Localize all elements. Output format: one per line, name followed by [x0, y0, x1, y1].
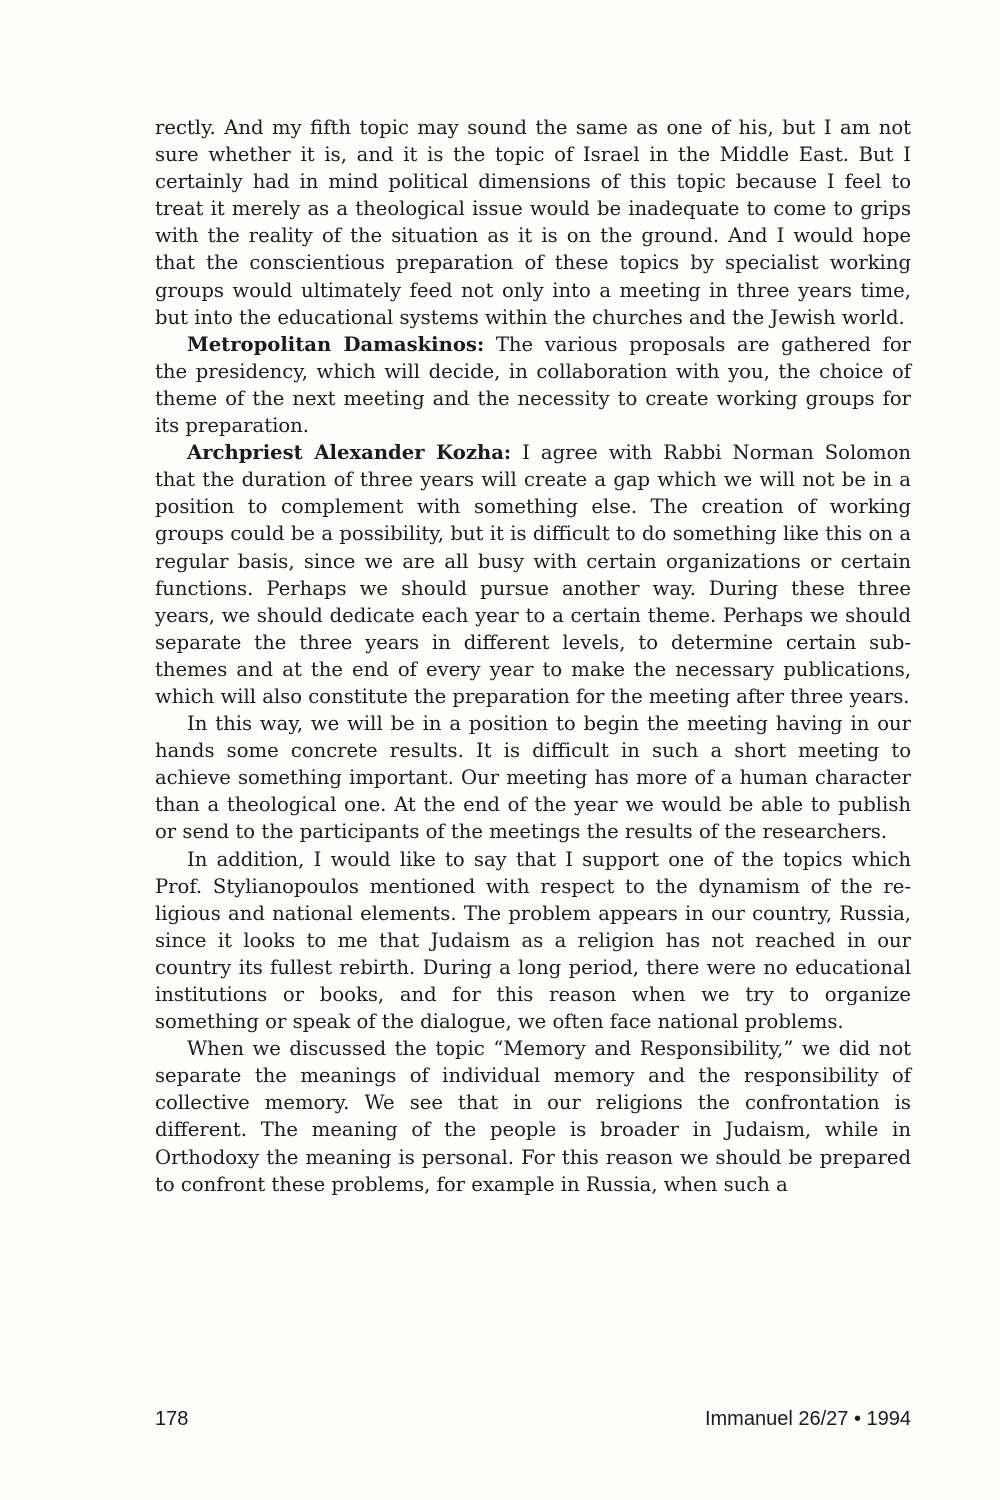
paragraph-text: I agree with Rabbi Norman Solomon that the duration of three years will create a gap which we will not be in a position to complement with something else. The creation of working groups could be a possibility, but it is difficult to do something like this on a regular basis, since we are all busy with certain organizations or certain functions. Perhaps we should pursue another way. During these three years, we should dedicate each year to a certain theme. Perhaps we should separate the three years in different levels, to determine certain sub-themes and at the end of every year to make the necessary publications, which will also constitute the preparation for the meeting after three years.: [155, 441, 911, 708]
paragraph-text: In this way, we will be in a position to begin the meeting having in our hands some concrete results. It is difficult in such a short meeting to achieve something important. Our meeting has more of a human character than a theological one. At the end of the year we would be able to publish or send to the participants of the meetings the results of the researchers.: [155, 712, 911, 844]
paragraph: [155, 439, 911, 710]
paragraph-text: In addition, I would like to say that I support one of the topics which Prof. Stylianopoulos mentioned with respect to the dynamism of the religious and national elements. The problem appears in our country, Russia, since it looks to me that Judaism as a religion has not reached in our country its fullest rebirth. During a long period, there were no educational institutions or books, and for this reason when we try to organize something or speak of the dialogue, we often face national problems.: [155, 847, 911, 1034]
paragraph-text: The various proposals are gathered for the presidency, which will decide, in collaboration with you, the choice of theme of the next meeting and the necessity to create working groups for its preparation.: [155, 332, 911, 438]
paragraph: [155, 1035, 911, 1198]
paragraph-text: rectly. And my fifth topic may sound the same as one of his, but I am not sure whether it is, and it is the topic of Israel in the Middle East. But I certainly had in mind political dimensions of this topic because I feel to treat it merely as a theological issue would be inadequate to come to grips with the reality of the situation as it is on the ground. And I would hope that the conscientious preparation of these topics by specialist working groups would ultimately feed not only into a meeting in three years time, but into the educational systems within the churches and the Jewish world.: [155, 116, 911, 329]
paragraph-text: When we discussed the topic “Memory and Responsibility,” we did not separate the meanings of individual memory and the responsibility of collective memory. We see that in our religions the confrontation is different. The meaning of the people is broader in Judaism, while in Orthodoxy the meaning is personal. For this reason we should be prepared to confront these problems, for example in Russia, when such a: [155, 1037, 911, 1196]
paragraph: [155, 710, 911, 845]
speaker-name: Metropolitan Damaskinos:: [187, 332, 485, 356]
page-number: 178: [155, 1408, 189, 1430]
body-text: [155, 114, 911, 1198]
paragraph: [155, 114, 911, 331]
journal-reference: Immanuel 26/27 • 1994: [704, 1408, 911, 1430]
page-footer: [155, 1408, 911, 1438]
speaker-name: Archpriest Alexander Kozha:: [187, 441, 512, 465]
paragraph: [155, 331, 911, 439]
paragraph: [155, 846, 911, 1036]
